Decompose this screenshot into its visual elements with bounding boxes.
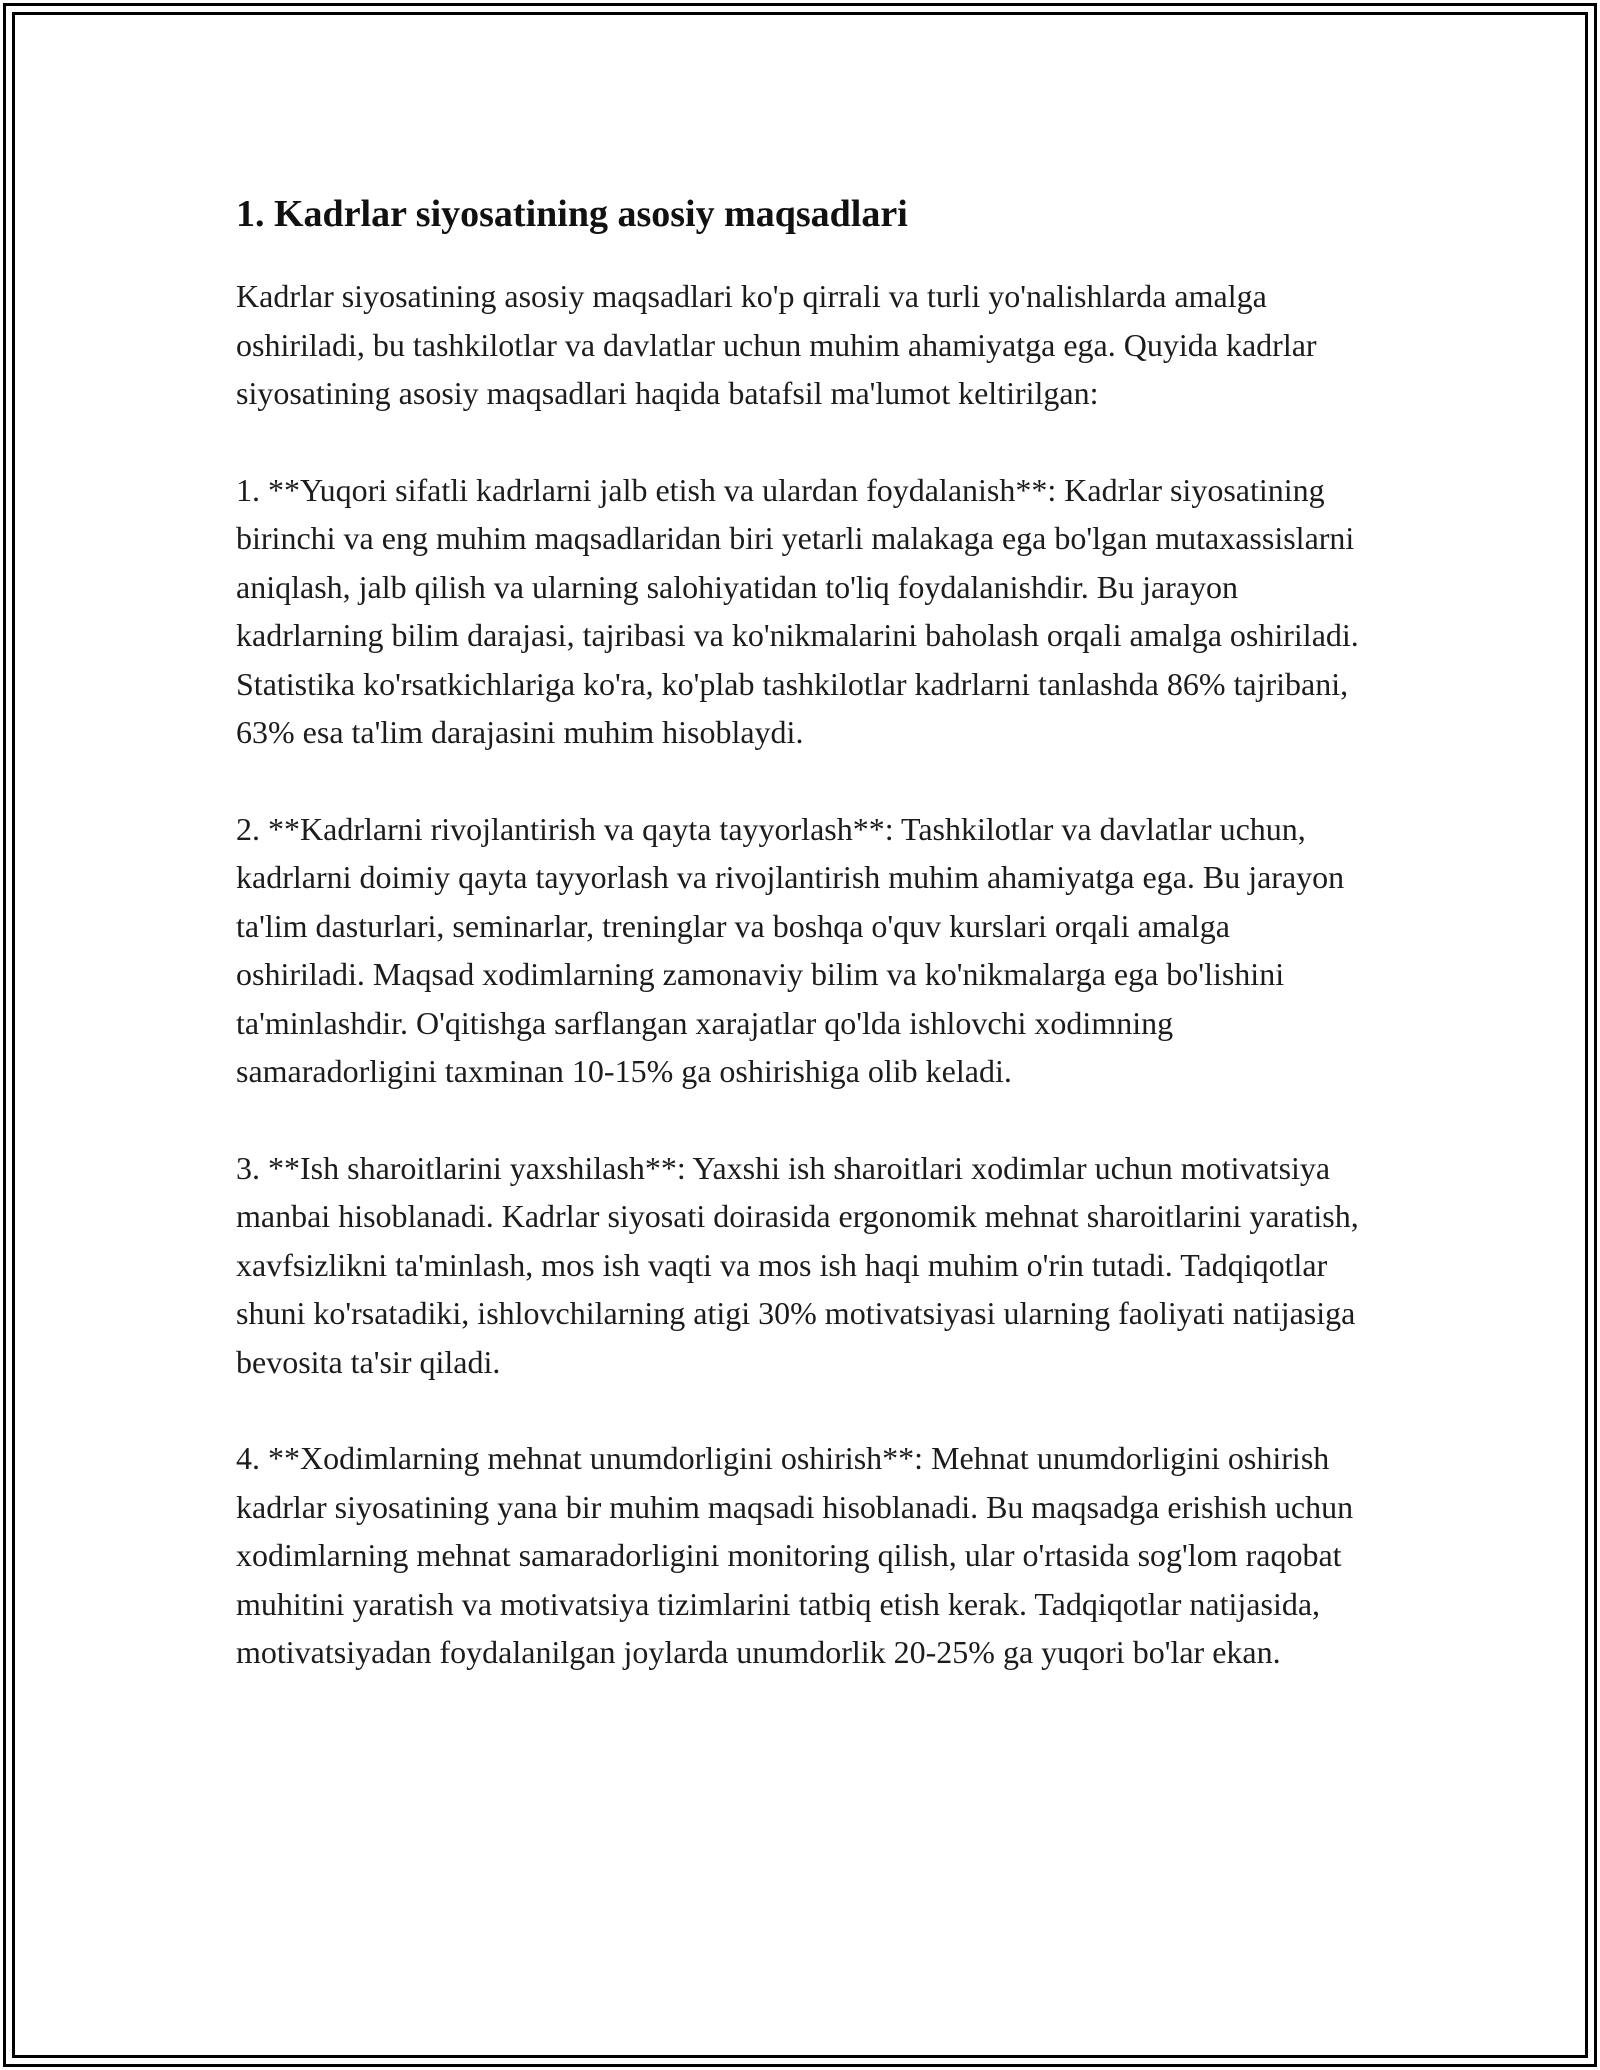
intro-paragraph: Kadrlar siyosatining asosiy maqsadlari ko'p qirrali va turli yo'nalishlarda amalga oshiriladi, bu tashkilotlar va davlatlar uchun muhim ahamiyatga ega. Quyida kadrlar siyosatining asosiy maqsadlari haqida batafsil ma'lumot keltirilgan:	[236, 278, 1317, 411]
paragraph-item-4: 4. **Xodimlarning mehnat unumdorligini oshirish**: Mehnat unumdorligini oshirish kadrlar siyosatining yana bir muhim maqsadi hisoblanadi. Bu maqsadga erishish uchun xodimlarning mehnat samaradorligini monitoring qilish, ular o'rtasida sog'lom raqobat muhitini yaratish va motivatsiya tizimlarini tatbiq etish kerak. Tadqiqotlar natijasida, motivatsiyadan foydalanilgan joylarda unumdorlik 20-25% ga yuqori bo'lar ekan.	[236, 1440, 1354, 1670]
page-title: 1. Kadrlar siyosatining asosiy maqsadlari	[236, 193, 908, 235]
paragraph-item-1: 1. **Yuqori sifatli kadrlarni jalb etish va ulardan foydalanish**: Kadrlar siyosatining birinchi va eng muhim maqsadlaridan biri yetarli malakaga ega bo'lgan mutaxassislarni aniqlash, jalb qilish va ularning salohiyatidan to'liq foydalanishdir. Bu jarayon kadrlarning bilim darajasi, tajribasi va ko'nikmalarini baholash orqali amalga oshiriladi. Statistika ko'rsatkichlariga ko'ra, ko'plab tashkilotlar kadrlarni tanlashda 86% tajribani, 63% esa ta'lim darajasini muhim hisoblaydi.	[236, 471, 1359, 750]
document-body	[236, 188, 1366, 1725]
paragraph-item-2: 2. **Kadrlarni rivojlantirish va qayta tayyorlash**: Tashkilotlar va davlatlar uchun, kadrlarni doimiy qayta tayyorlash va rivojlantirish muhim ahamiyatga ega. Bu jarayon ta'lim dasturlari, seminarlar, treninglar va boshqa o'quv kurslari orqali amalga oshiriladi. Maqsad xodimlarning zamonaviy bilim va ko'nikmalarga ega bo'lishini ta'minlashdir. O'qitishga sarflangan xarajatlar qo'lda ishlovchi xodimning samaradorligini taxminan 10-15% ga oshirishiga olib keladi.	[236, 810, 1345, 1089]
paragraph-item-3: 3. **Ish sharoitlarini yaxshilash**: Yaxshi ish sharoitlari xodimlar uchun motivatsiya manbai hisoblanadi. Kadrlar siyosati doirasida ergonomik mehnat sharoitlarini yaratish, xavfsizlikni ta'minlash, mos ish vaqti va mos ish haqi muhim o'rin tutadi. Tadqiqotlar shuni ko'rsatadiki, ishlovchilarning atigi 30% motivatsiyasi ularning faoliyati natijasiga bevosita ta'sir qiladi.	[236, 1149, 1359, 1380]
